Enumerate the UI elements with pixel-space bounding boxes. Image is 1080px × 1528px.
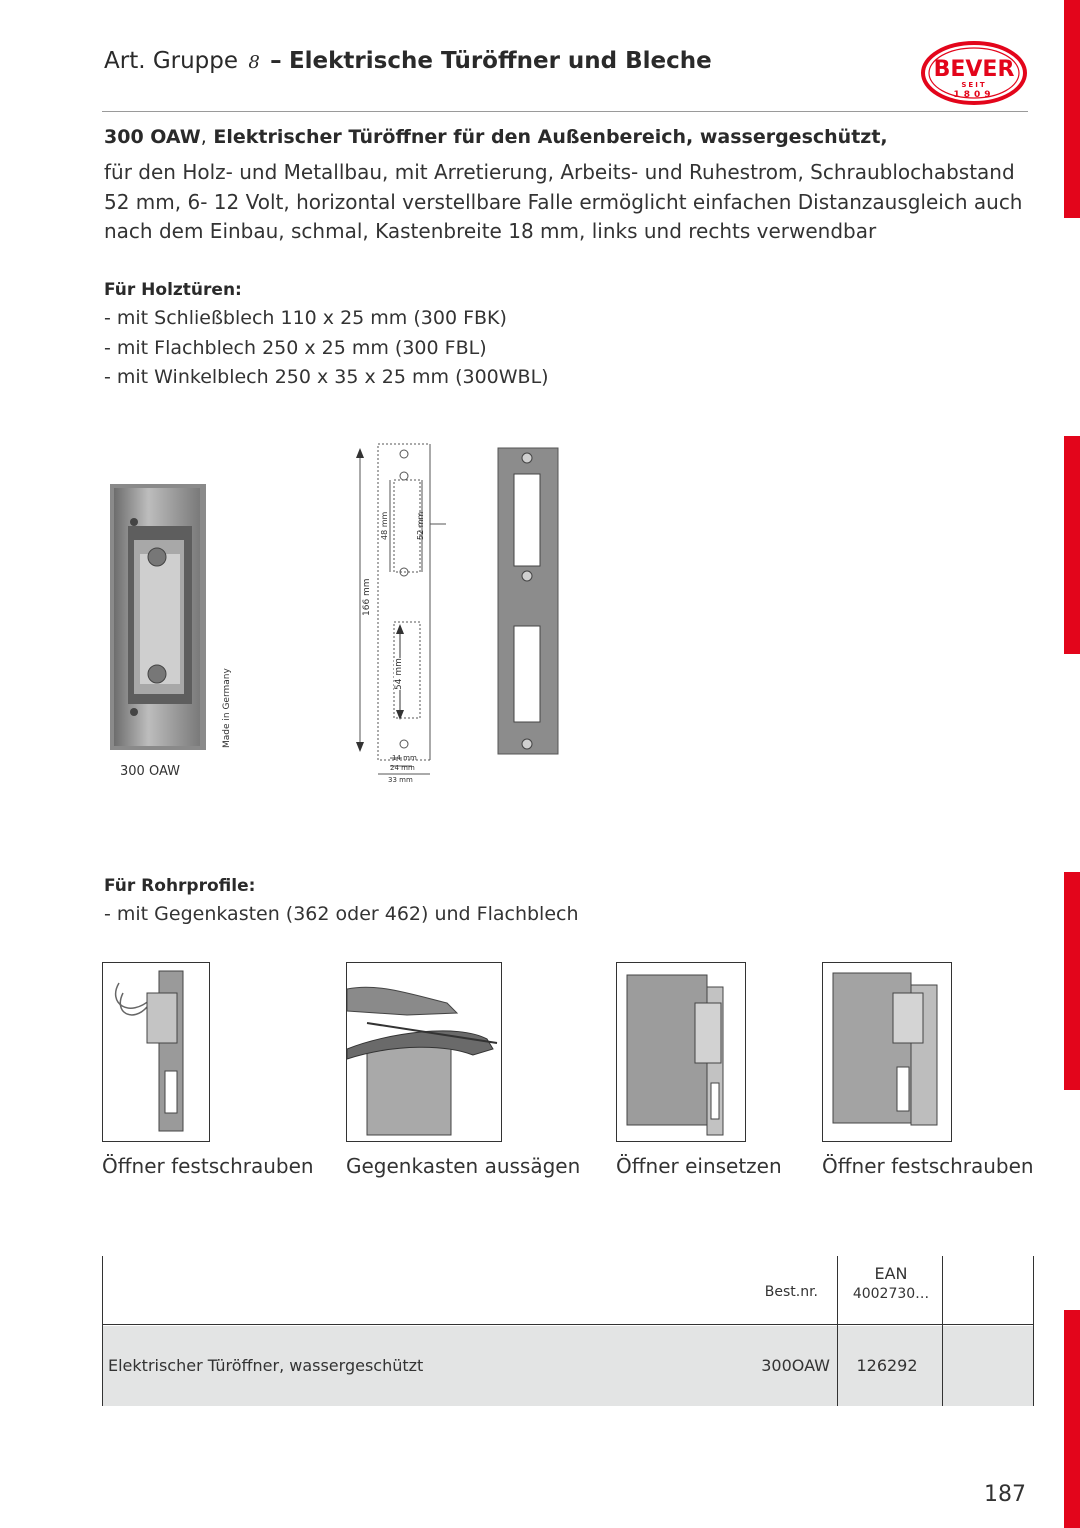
group-title: Elektrische Türöffner und Bleche [288, 48, 712, 74]
product-title-text: Elektrischer Türöffner für den Außenbereich, wassergeschützt, [213, 126, 888, 148]
logo-seit: SEIT [961, 81, 987, 89]
dim-48: 48 mm [380, 511, 389, 540]
step-label-4: Öffner festschrauben [822, 1154, 1034, 1178]
step-label-3: Öffner einsetzen [616, 1154, 782, 1178]
step-photo-2 [346, 962, 502, 1142]
holz-heading: Für Holztüren: [104, 280, 242, 300]
col-ean-prefix: 4002730… [852, 1286, 930, 1302]
list-item: - mit Schließblech 110 x 25 mm (300 FBK) [104, 307, 507, 329]
row-ean: 126292 [856, 1356, 918, 1375]
group-number: 8 [248, 52, 260, 73]
dim-33: 33 mm [388, 776, 413, 784]
logo-year: 1809 [953, 90, 995, 100]
opener-screw-illustration [103, 963, 209, 1141]
edge-tab-1 [1064, 0, 1080, 218]
list-item: - mit Gegenkasten (362 oder 462) und Flachblech [104, 903, 579, 925]
holz-list [104, 304, 549, 393]
logo-text: BEVER [933, 57, 1015, 82]
insert-opener-illustration [617, 963, 745, 1141]
figure-caption: 300 OAW [120, 764, 180, 779]
step-label-2: Gegenkasten aussägen [346, 1154, 581, 1178]
rohr-heading: Für Rohrprofile: [104, 876, 256, 896]
saw-box-illustration [347, 963, 501, 1141]
row-bestnr: 300OAW [761, 1356, 830, 1375]
edge-tab-2 [1064, 436, 1080, 654]
made-in-label: Made in Germany [222, 668, 232, 748]
row-description: Elektrischer Türöffner, wassergeschützt [108, 1356, 424, 1375]
edge-tab-3 [1064, 872, 1080, 1090]
fixed-opener-illustration [823, 963, 951, 1141]
step-photo-1 [102, 962, 210, 1142]
list-item: - mit Winkelblech 250 x 35 x 25 mm (300WBL) [104, 366, 549, 388]
col-ean-header: EAN [874, 1264, 908, 1283]
rohr-list [104, 900, 579, 930]
product-description: für den Holz- und Metallbau, mit Arretierung, Arbeits- und Ruhestrom, Schraublochabstand 52 mm, 6- 12 Volt, horizontal verstellbare Falle ermöglicht einfachen Distanzausgleich auch nach dem Einbau, schmal, Kastenbreite 18 mm, links und rechts verwendbar [104, 160, 1023, 243]
group-prefix: Art. Gruppe [104, 48, 239, 74]
product-title: 300 OAW, Elektrischer Türöffner für den Außenbereich, wassergeschützt, [104, 126, 888, 148]
edge-tab-4 [1064, 1310, 1080, 1528]
step-label-1: Öffner festschrauben [102, 1154, 314, 1178]
dim-54: 54 mm [394, 658, 404, 690]
page-heading [104, 48, 712, 74]
list-item: - mit Flachblech 250 x 25 mm (300 FBL) [104, 336, 487, 359]
dim-14: 14 mm [392, 754, 417, 762]
product-code: 300 OAW [104, 126, 201, 148]
page-number: 187 [984, 1482, 1026, 1507]
dim-166: 166 mm [362, 578, 372, 616]
group-dash: – [270, 48, 282, 74]
bever-logo [920, 40, 1028, 106]
col-bestnr-header: Best.nr. [764, 1284, 818, 1300]
door-opener-photo [110, 484, 206, 750]
dim-52: 52 mm [416, 511, 425, 540]
step-photo-3 [616, 962, 746, 1142]
striking-plate-photo [496, 446, 560, 756]
header-divider [102, 111, 1028, 112]
step-photo-4 [822, 962, 952, 1142]
dim-24: 24 mm [390, 764, 415, 772]
order-table [102, 1256, 1034, 1406]
